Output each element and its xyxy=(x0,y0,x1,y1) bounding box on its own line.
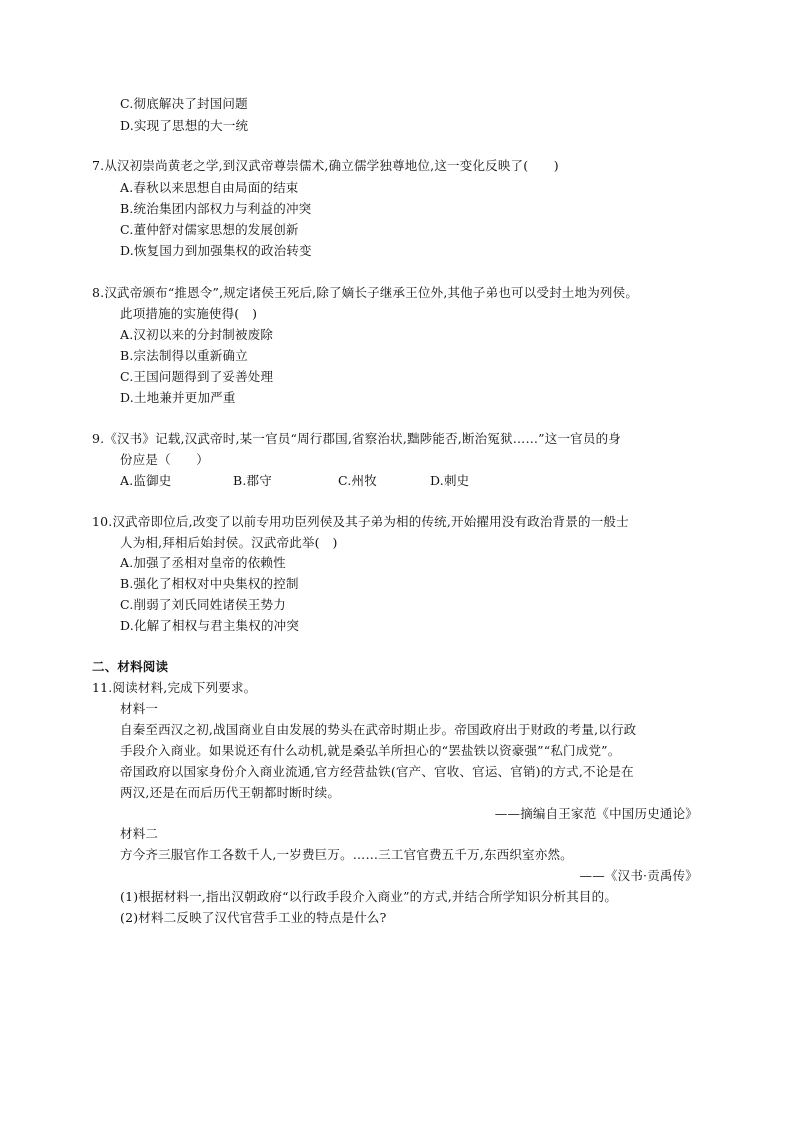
material1-line-3: 帝国政府以国家身份介入商业流通,官方经营盐铁(官产、官收、官运、官销)的方式,不论是在 xyxy=(120,764,634,779)
material1-source: ——摘编自王家范《中国历史通论》 xyxy=(494,806,698,821)
material1-line-2: 手段介入商业。如果说还有什么动机,就是桑弘羊所担心的“罢盐铁以资豪强”“私门成党”。 xyxy=(120,743,621,758)
material2-source: ——《汉书·贡禹传》 xyxy=(579,868,698,883)
q6-option-c: C.彻底解决了封国问题 xyxy=(120,96,248,111)
q10-option-c: C.削弱了刘氏同姓诸侯王势力 xyxy=(120,597,286,612)
material1-line-1: 自秦至西汉之初,战国商业自由发展的势头在武帝时期止步。帝国政府出于财政的考量,以行政 xyxy=(120,722,637,737)
q7-option-d: D.恢复国力到加强集权的政治转变 xyxy=(120,243,312,258)
q10-option-a: A.加强了丞相对皇帝的依赖性 xyxy=(120,555,286,570)
q10-stem-line2: 人为相,拜相后始封侯。汉武帝此举( ) xyxy=(120,535,338,550)
material1-line-4: 两汉,还是在而后历代王朝都时断时续。 xyxy=(120,785,341,800)
q7-option-b: B.统治集团内部权力与利益的冲突 xyxy=(120,201,312,216)
q9-stem-line2: 份应是（ ） xyxy=(120,452,209,467)
material1-label: 材料一 xyxy=(120,701,159,716)
q9-option-d: D.刺史 xyxy=(430,473,470,488)
q7-stem: 7.从汉初崇尚黄老之学,到汉武帝尊崇儒术,确立儒学独尊地位,这一变化反映了( ) xyxy=(92,158,559,173)
q9-stem-line1: 9.《汉书》记载,汉武帝时,某一官员“周行郡国,省察治状,黜陟能否,断治冤狱……”这一官员的身 xyxy=(92,431,621,446)
q8-stem-line1: 8.汉武帝颁布“推恩令”,规定诸侯王死后,除了嫡长子继承王位外,其他子弟也可以受封土地为列侯。 xyxy=(92,285,639,300)
q8-stem-line2: 此项措施的实施使得( ) xyxy=(120,306,258,321)
q8-option-b: B.宗法制得以重新确立 xyxy=(120,348,248,363)
q11-stem: 11.阅读材料,完成下列要求。 xyxy=(92,680,257,695)
q9-option-b: B.郡守 xyxy=(233,473,272,488)
q10-option-d: D.化解了相权与君主集权的冲突 xyxy=(120,618,300,633)
q6-option-d: D.实现了思想的大一统 xyxy=(120,118,249,133)
q7-option-c: C.董仲舒对儒家思想的发展创新 xyxy=(120,222,299,237)
q9-option-c: C.州牧 xyxy=(338,473,377,488)
q8-option-d: D.土地兼并更加严重 xyxy=(120,390,236,405)
material2-text: 方今齐三服官作工各数千人,一岁费巨万。……三工官官费五千万,东西织室亦然。 xyxy=(120,847,573,862)
material2-label: 材料二 xyxy=(120,826,159,841)
q8-option-c: C.王国问题得到了妥善处理 xyxy=(120,369,274,384)
q7-option-a: A.春秋以来思想自由局面的结束 xyxy=(120,180,299,195)
q10-stem-line1: 10.汉武帝即位后,改变了以前专用功臣列侯及其子弟为相的传统,开始擢用没有政治背景的一般士 xyxy=(92,514,629,529)
q9-option-a: A.监御史 xyxy=(120,473,172,488)
q11-subquestion-2: (2)材料二反映了汉代官营手工业的特点是什么? xyxy=(120,910,387,925)
q8-option-a: A.汉初以来的分封制被废除 xyxy=(120,327,274,342)
q10-option-b: B.强化了相权对中央集权的控制 xyxy=(120,576,299,591)
section-heading: 二、材料阅读 xyxy=(92,659,169,674)
q11-subquestion-1: (1)根据材料一,指出汉朝政府“以行政手段介入商业”的方式,并结合所学知识分析其目的。 xyxy=(120,889,618,904)
